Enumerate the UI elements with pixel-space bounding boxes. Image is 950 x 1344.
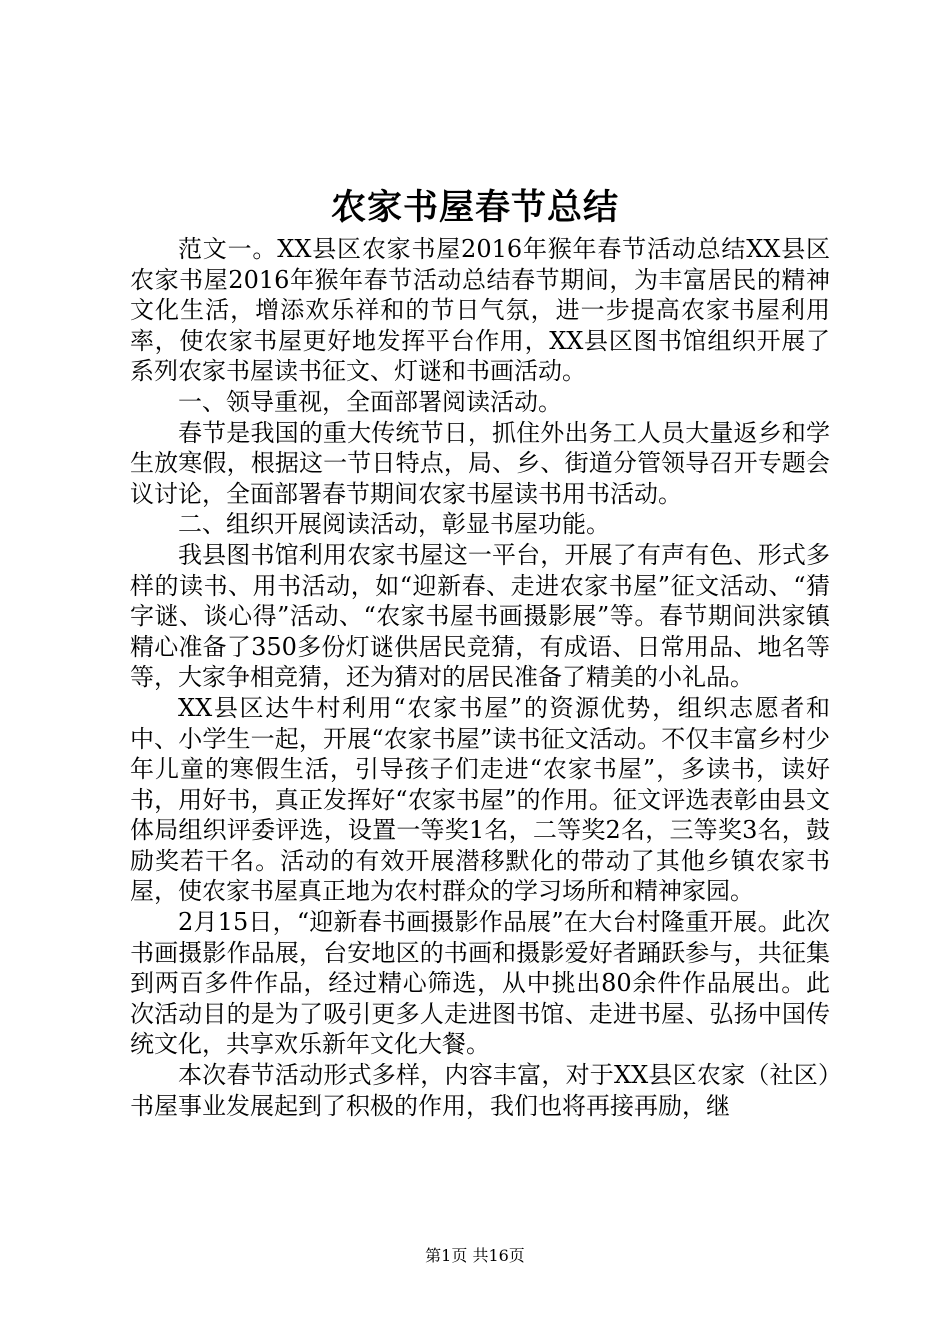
paragraph: 范文一。XX县区农家书屋2016年猴年春节活动总结XX县区农家书屋2016年猴年春节活动总结春节期间，为丰富居民的精神文化生活，增添欢乐祥和的节日气氛，进一步提高农家书屋利用率，使农家书屋更好地发挥平台作用，XX县区图书馆组织开展了系列农家书屋读书征文、灯谜和书画活动。 [130, 235, 830, 386]
paragraph: 2月15日，“迎新春书画摄影作品展”在大台村隆重开展。此次书画摄影作品展，台安地区的书画和摄影爱好者踊跃参与，共征集到两百多件作品，经过精心筛选，从中挑出80余件作品展出。此次活动目的是为了吸引更多人走进图书馆、走进书屋、弘扬中国传统文化，共享欢乐新年文化大餐。 [130, 908, 830, 1059]
section-heading: 二、组织开展阅读活动，彰显书屋功能。 [178, 510, 610, 539]
paragraph: 我县图书馆利用农家书屋这一平台，开展了有声有色、形式多样的读书、用书活动，如“迎新春、走进农家书屋”征文活动、“猜字谜、谈心得”活动、“农家书屋书画摄影展”等。春节期间洪家镇精心准备了350多份灯谜供居民竞猜，有成语、日常用品、地名等等，大家争相竞猜，还为猜对的居民准备了精美的小礼品。 [130, 540, 830, 692]
document-body [130, 234, 830, 1121]
section-heading: 一、领导重视，全面部署阅读活动。 [178, 387, 562, 416]
page-footer: 第1页 共16页 [425, 1246, 525, 1265]
paragraph: XX县区达牛村利用“农家书屋”的资源优势，组织志愿者和中、小学生一起，开展“农家书屋”读书征文活动。不仅丰富乡村少年儿童的寒假生活，引导孩子们走进“农家书屋”，多读书，读好书，用好书，真正发挥好“农家书屋”的作用。征文评选表彰由县文体局组织评委评选，设置一等奖1名，二等奖2名，三等奖3名，鼓励奖若干名。活动的有效开展潜移默化的带动了其他乡镇农家书屋，使农家书屋真正地为农村群众的学习场所和精神家园。 [130, 693, 830, 906]
document-title: 农家书屋春节总结 [330, 187, 619, 228]
paragraph: 春节是我国的重大传统节日，抓住外出务工人员大量返乡和学生放寒假，根据这一节日特点，局、乡、街道分管领导召开专题会议讨论，全面部署春节期间农家书屋读书用书活动。 [130, 418, 830, 508]
paragraph: 本次春节活动形式多样，内容丰富，对于XX县区农家（社区）书屋事业发展起到了积极的作用，我们也将再接再励，继 [130, 1061, 830, 1120]
